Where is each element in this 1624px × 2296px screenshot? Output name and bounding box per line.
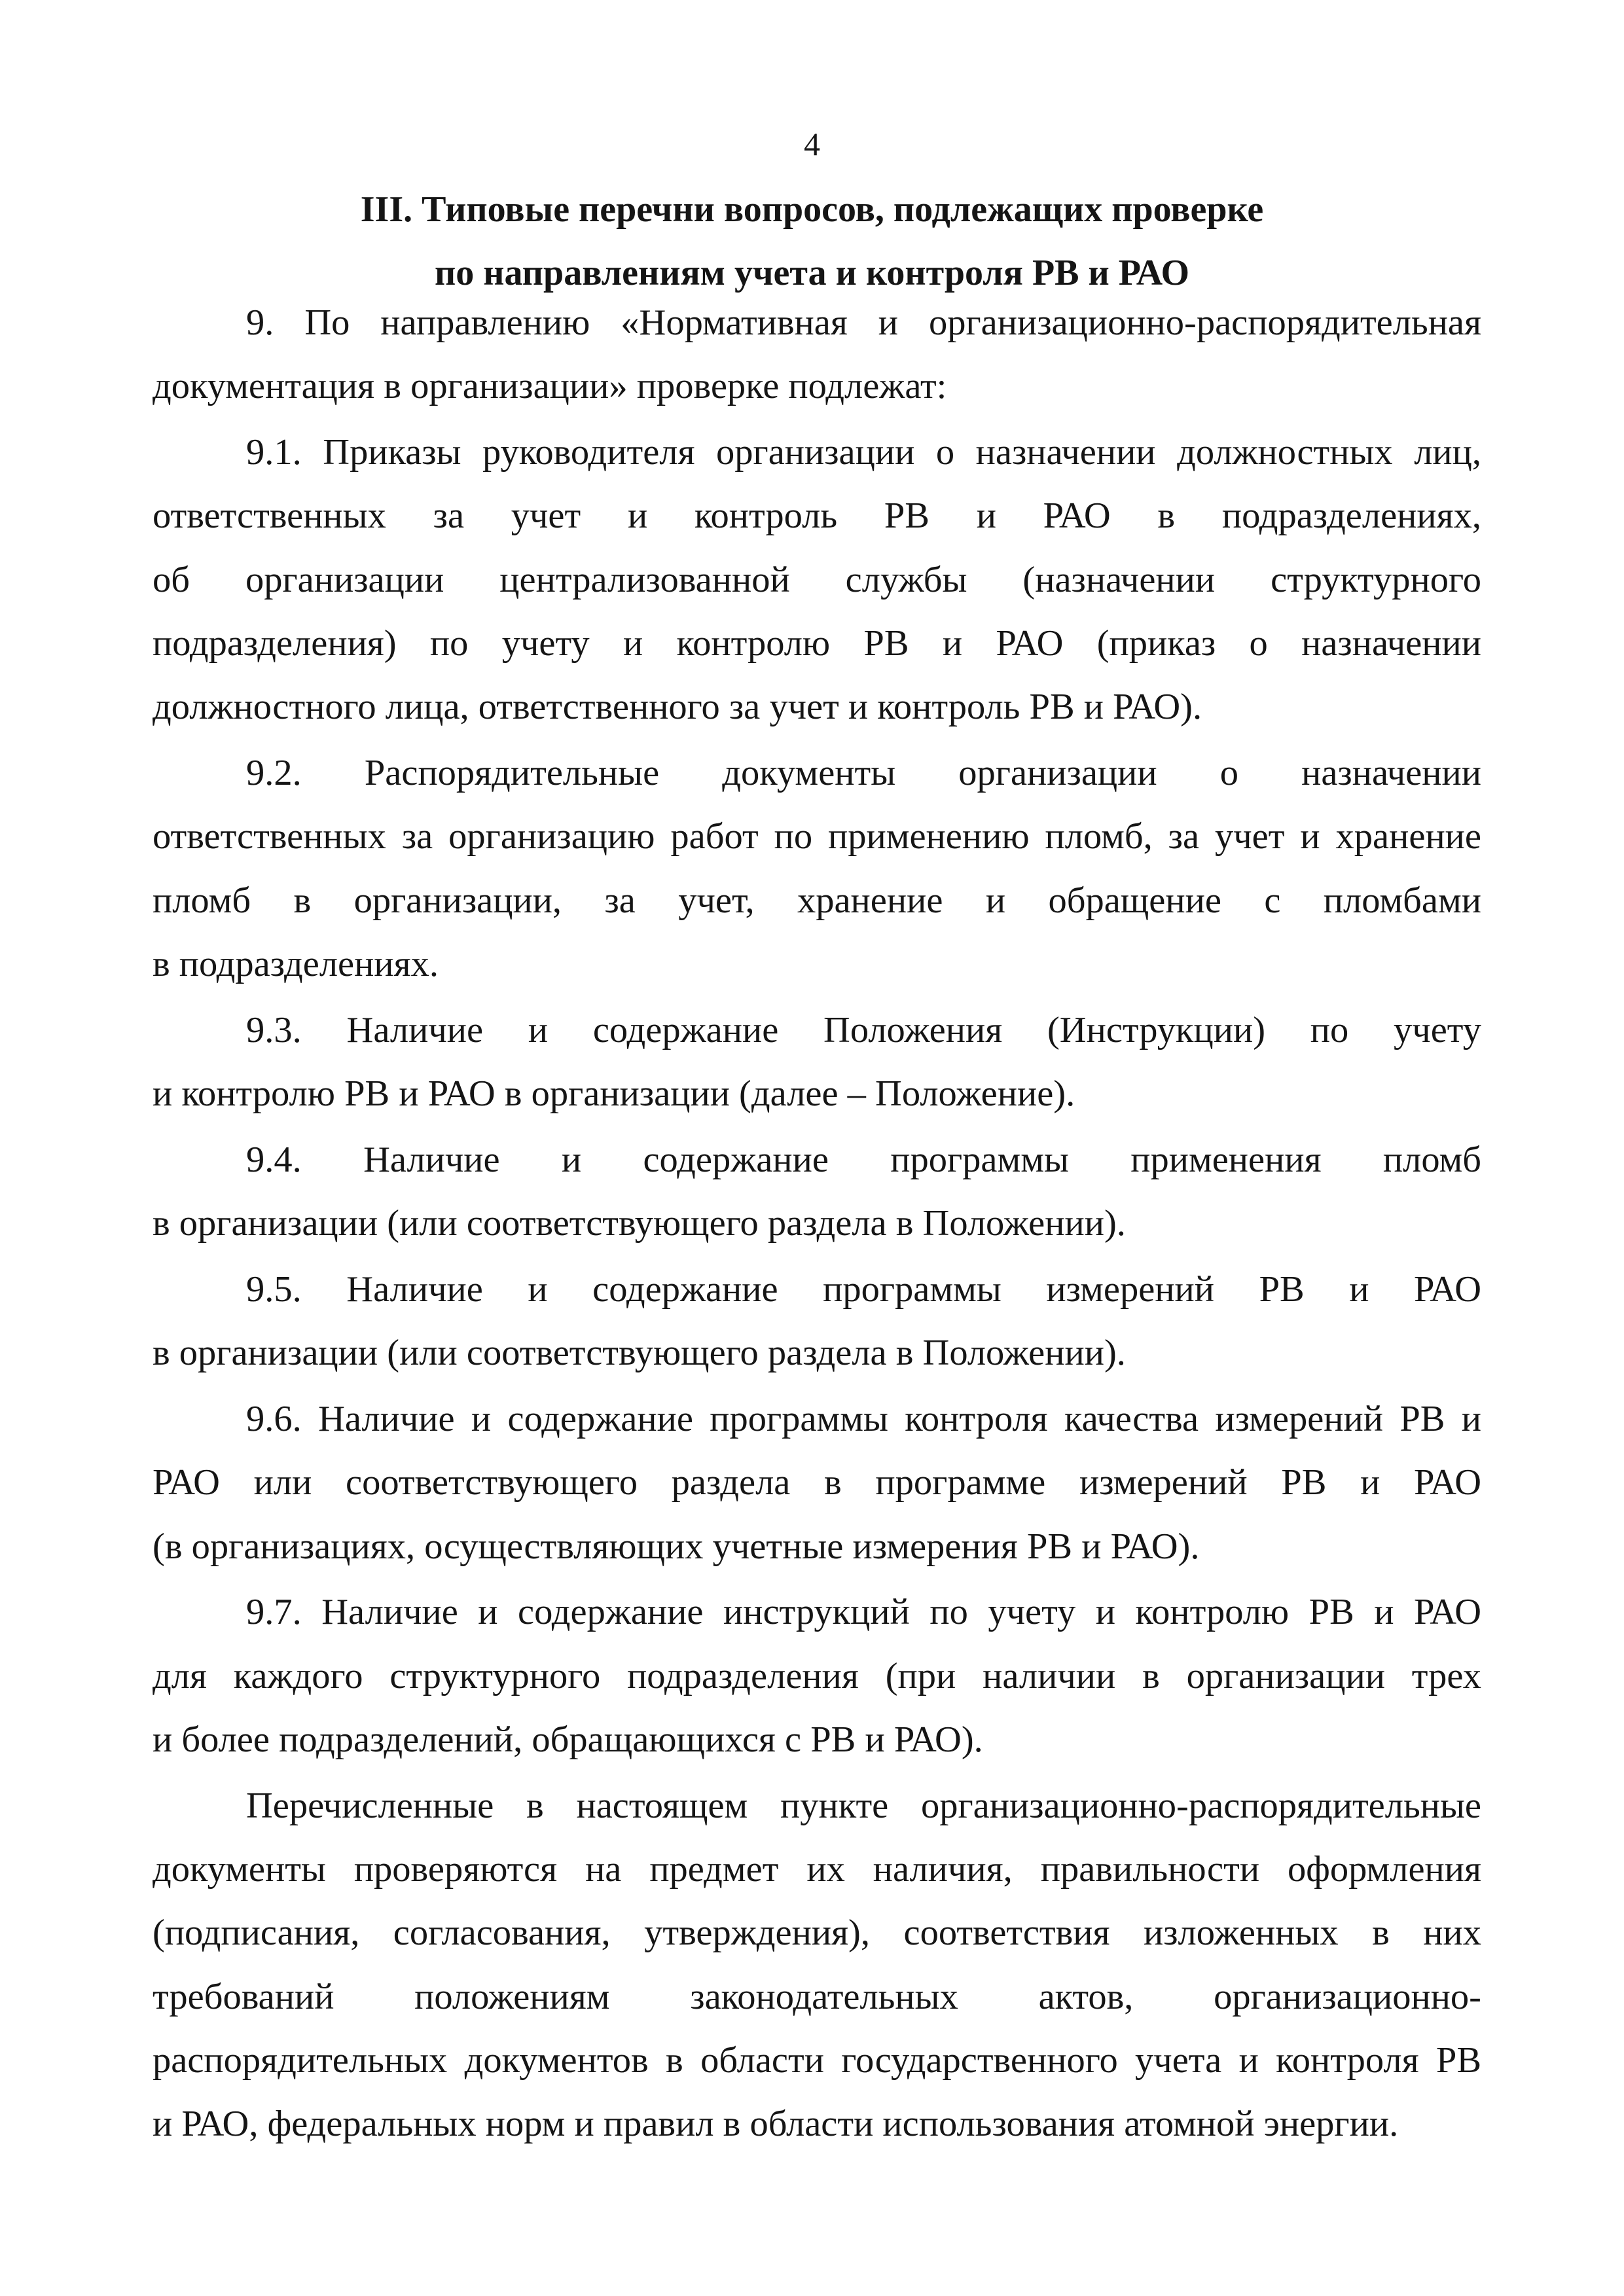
text-line: в организации (или соответствующего раздела в Положении).	[153, 1333, 1126, 1374]
section-heading	[0, 178, 1624, 305]
text-line: пломб в организации, за учет, хранение и обращение с пломбами	[153, 880, 1481, 921]
text-line: (в организациях, осуществляющих учетные измерения РВ и РАО).	[153, 1526, 1200, 1567]
section-heading-line: III. Типовые перечни вопросов, подлежащих проверке	[360, 189, 1264, 230]
paragraph-9-2	[153, 742, 1481, 996]
text-line: (подписания, согласования, утверждения), соответствия изложенных в них	[153, 1912, 1481, 1954]
page-number: 4	[804, 126, 820, 162]
text-line: 9.7. Наличие и содержание инструкций по учету и контролю РВ и РАО	[246, 1592, 1481, 1633]
paragraph-summary	[153, 1774, 1481, 2157]
text-line: 9.5. Наличие и содержание программы измерений РВ и РАО	[246, 1268, 1481, 1310]
section-heading-line: по направлениям учета и контроля РВ и РАО	[434, 253, 1190, 293]
text-line: в подразделениях.	[153, 943, 439, 984]
text-line: распорядительных документов в области государственного учета и контроля РВ	[153, 2040, 1481, 2081]
text-line: 9.1. Приказы руководителя организации о назначении должностных лиц,	[246, 432, 1481, 473]
text-line: и контролю РВ и РАО в организации (далее – Положение).	[153, 1073, 1075, 1115]
paragraph-9-3	[153, 999, 1481, 1126]
text-line: документы проверяются на предмет их наличия, правильности оформления	[153, 1849, 1481, 1890]
text-line: 9.2. Распорядительные документы организации о назначении	[246, 753, 1481, 794]
text-line: об организации централизованной службы (назначении структурного	[153, 559, 1481, 600]
paragraph-9-6	[153, 1388, 1481, 1579]
text-line: 9. По направлению «Нормативная и организационно-распорядительная	[246, 302, 1481, 343]
paragraph-9-1	[153, 421, 1481, 739]
paragraph-9-5	[153, 1258, 1481, 1386]
text-line: 9.3. Наличие и содержание Положения (Инструкции) по учету	[246, 1009, 1481, 1050]
text-line: в организации (или соответствующего раздела в Положении).	[153, 1203, 1126, 1244]
paragraph-9	[153, 291, 1481, 419]
text-line: должностного лица, ответственного за учет и контроль РВ и РАО).	[153, 687, 1202, 728]
text-line: ответственных за организацию работ по применению пломб, за учет и хранение	[153, 816, 1481, 857]
text-line: для каждого структурного подразделения (при наличии в организации трех	[153, 1655, 1481, 1696]
text-line: требований положениям законодательных актов, организационно-	[153, 1976, 1481, 2017]
text-line: Перечисленные в настоящем пункте организационно-распорядительные	[246, 1785, 1481, 1826]
text-line: документация в организации» проверке подлежат:	[153, 366, 947, 407]
text-line: и РАО, федеральных норм и правил в области использования атомной энергии.	[153, 2104, 1399, 2145]
text-line: и более подразделений, обращающихся с РВ и РАО).	[153, 1719, 983, 1761]
paragraph-9-4	[153, 1128, 1481, 1256]
paragraph-9-7	[153, 1581, 1481, 1772]
text-line: 9.4. Наличие и содержание программы применения пломб	[246, 1139, 1481, 1180]
document-body	[153, 291, 1481, 2159]
text-line: ответственных за учет и контроль РВ и РАО в подразделениях,	[153, 495, 1481, 537]
text-line: 9.6. Наличие и содержание программы контроля качества измерений РВ и	[246, 1399, 1481, 1440]
text-line: РАО или соответствующего раздела в программе измерений РВ и РАО	[153, 1462, 1481, 1503]
text-line: подразделения) по учету и контролю РВ и РАО (приказ о назначении	[153, 622, 1481, 664]
